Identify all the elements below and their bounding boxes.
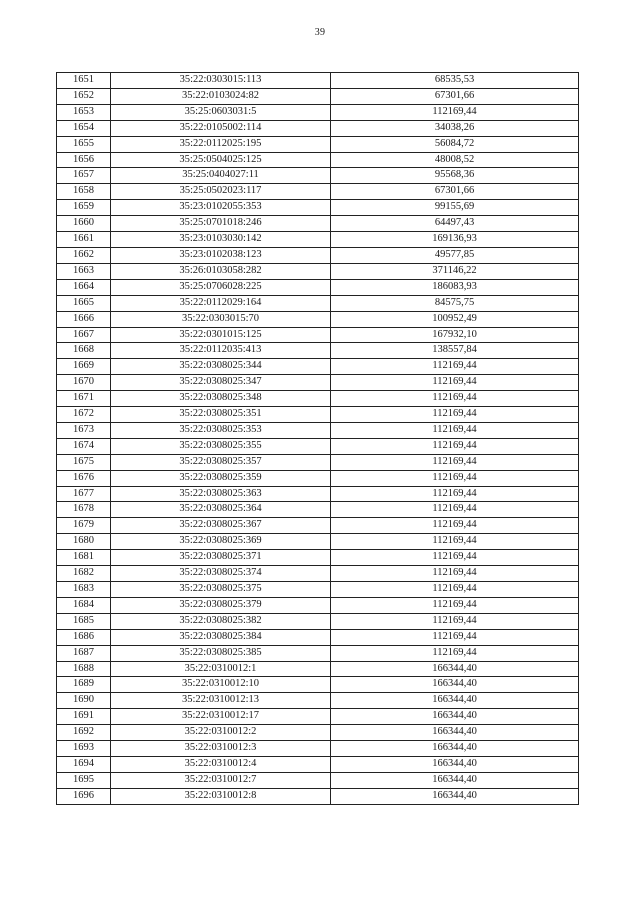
- cadastral-number-cell: 35:22:0112025:195: [111, 136, 331, 152]
- row-number-cell: 1681: [57, 550, 111, 566]
- value-cell: 112169,44: [331, 629, 579, 645]
- table-row: [57, 247, 579, 263]
- row-number-cell: 1661: [57, 232, 111, 248]
- value-cell: 112169,44: [331, 534, 579, 550]
- table-row: [57, 343, 579, 359]
- table-body: [57, 73, 579, 805]
- row-number-cell: 1666: [57, 311, 111, 327]
- cadastral-number-cell: 35:22:0308025:384: [111, 629, 331, 645]
- row-number-cell: 1658: [57, 184, 111, 200]
- value-cell: 112169,44: [331, 613, 579, 629]
- cadastral-number-cell: 35:22:0308025:353: [111, 422, 331, 438]
- value-cell: 112169,44: [331, 518, 579, 534]
- cadastral-number-cell: 35:25:0603031:5: [111, 104, 331, 120]
- row-number-cell: 1662: [57, 247, 111, 263]
- table-row: [57, 359, 579, 375]
- cadastral-number-cell: 35:22:0308025:364: [111, 502, 331, 518]
- cadastral-number-cell: 35:22:0310012:2: [111, 725, 331, 741]
- cadastral-number-cell: 35:22:0308025:344: [111, 359, 331, 375]
- table-row: [57, 470, 579, 486]
- row-number-cell: 1693: [57, 741, 111, 757]
- row-number-cell: 1675: [57, 454, 111, 470]
- row-number-cell: 1683: [57, 582, 111, 598]
- cadastral-number-cell: 35:23:0102038:123: [111, 247, 331, 263]
- table-row: [57, 454, 579, 470]
- value-cell: 112169,44: [331, 597, 579, 613]
- table-row: [57, 136, 579, 152]
- table-row: [57, 788, 579, 804]
- page-number: 39: [314, 27, 326, 38]
- value-cell: 166344,40: [331, 709, 579, 725]
- table-row: [57, 613, 579, 629]
- value-cell: 112169,44: [331, 104, 579, 120]
- row-number-cell: 1673: [57, 422, 111, 438]
- table-row: [57, 391, 579, 407]
- value-cell: 166344,40: [331, 693, 579, 709]
- value-cell: 67301,66: [331, 184, 579, 200]
- cadastral-number-cell: 35:25:0701018:246: [111, 216, 331, 232]
- value-cell: 112169,44: [331, 391, 579, 407]
- cadastral-number-cell: 35:22:0308025:382: [111, 613, 331, 629]
- table-row: [57, 597, 579, 613]
- cadastral-number-cell: 35:22:0308025:385: [111, 645, 331, 661]
- row-number-cell: 1656: [57, 152, 111, 168]
- row-number-cell: 1655: [57, 136, 111, 152]
- cadastral-number-cell: 35:22:0310012:17: [111, 709, 331, 725]
- value-cell: 84575,75: [331, 295, 579, 311]
- cadastral-number-cell: 35:22:0308025:374: [111, 566, 331, 582]
- row-number-cell: 1672: [57, 407, 111, 423]
- table-row: [57, 422, 579, 438]
- row-number-cell: 1694: [57, 756, 111, 772]
- table-row: [57, 582, 579, 598]
- table-row: [57, 279, 579, 295]
- table-row: [57, 73, 579, 89]
- row-number-cell: 1690: [57, 693, 111, 709]
- row-number-cell: 1668: [57, 343, 111, 359]
- value-cell: 166344,40: [331, 772, 579, 788]
- value-cell: 167932,10: [331, 327, 579, 343]
- row-number-cell: 1667: [57, 327, 111, 343]
- table-row: [57, 741, 579, 757]
- row-number-cell: 1684: [57, 597, 111, 613]
- cadastral-number-cell: 35:26:0103058:282: [111, 263, 331, 279]
- row-number-cell: 1671: [57, 391, 111, 407]
- table-row: [57, 120, 579, 136]
- cadastral-number-cell: 35:22:0112035:413: [111, 343, 331, 359]
- table-row: [57, 693, 579, 709]
- table-row: [57, 88, 579, 104]
- table-row: [57, 375, 579, 391]
- table-row: [57, 263, 579, 279]
- cadastral-number-cell: 35:25:0502023:117: [111, 184, 331, 200]
- cadastral-number-cell: 35:22:0301015:125: [111, 327, 331, 343]
- table-row: [57, 311, 579, 327]
- value-cell: 112169,44: [331, 502, 579, 518]
- value-cell: 138557,84: [331, 343, 579, 359]
- table-row: [57, 200, 579, 216]
- cadastral-number-cell: 35:22:0308025:357: [111, 454, 331, 470]
- value-cell: 99155,69: [331, 200, 579, 216]
- value-cell: 371146,22: [331, 263, 579, 279]
- row-number-cell: 1659: [57, 200, 111, 216]
- value-cell: 112169,44: [331, 566, 579, 582]
- cadastral-number-cell: 35:22:0303015:113: [111, 73, 331, 89]
- cadastral-number-cell: 35:22:0310012:1: [111, 661, 331, 677]
- row-number-cell: 1685: [57, 613, 111, 629]
- row-number-cell: 1670: [57, 375, 111, 391]
- row-number-cell: 1695: [57, 772, 111, 788]
- value-cell: 112169,44: [331, 407, 579, 423]
- row-number-cell: 1680: [57, 534, 111, 550]
- row-number-cell: 1652: [57, 88, 111, 104]
- value-cell: 34038,26: [331, 120, 579, 136]
- row-number-cell: 1679: [57, 518, 111, 534]
- row-number-cell: 1686: [57, 629, 111, 645]
- row-number-cell: 1651: [57, 73, 111, 89]
- table-row: [57, 486, 579, 502]
- value-cell: 67301,66: [331, 88, 579, 104]
- row-number-cell: 1688: [57, 661, 111, 677]
- row-number-cell: 1657: [57, 168, 111, 184]
- cadastral-number-cell: 35:22:0310012:3: [111, 741, 331, 757]
- row-number-cell: 1674: [57, 438, 111, 454]
- value-cell: 166344,40: [331, 725, 579, 741]
- table-row: [57, 629, 579, 645]
- value-cell: 166344,40: [331, 741, 579, 757]
- cadastral-number-cell: 35:22:0308025:369: [111, 534, 331, 550]
- table-row: [57, 661, 579, 677]
- row-number-cell: 1653: [57, 104, 111, 120]
- row-number-cell: 1691: [57, 709, 111, 725]
- cadastral-number-cell: 35:22:0308025:359: [111, 470, 331, 486]
- cadastral-number-cell: 35:22:0105002:114: [111, 120, 331, 136]
- table-row: [57, 645, 579, 661]
- row-number-cell: 1682: [57, 566, 111, 582]
- value-cell: 112169,44: [331, 582, 579, 598]
- cadastral-number-cell: 35:22:0308025:347: [111, 375, 331, 391]
- table-row: [57, 534, 579, 550]
- table-row: [57, 152, 579, 168]
- value-cell: 48008,52: [331, 152, 579, 168]
- value-cell: 112169,44: [331, 438, 579, 454]
- value-cell: 68535,53: [331, 73, 579, 89]
- table-row: [57, 295, 579, 311]
- cadastral-number-cell: 35:22:0310012:8: [111, 788, 331, 804]
- cadastral-number-cell: 35:25:0404027:11: [111, 168, 331, 184]
- cadastral-number-cell: 35:22:0112029:164: [111, 295, 331, 311]
- row-number-cell: 1677: [57, 486, 111, 502]
- value-cell: 112169,44: [331, 486, 579, 502]
- cadastral-number-cell: 35:22:0308025:351: [111, 407, 331, 423]
- table-row: [57, 772, 579, 788]
- row-number-cell: 1678: [57, 502, 111, 518]
- row-number-cell: 1689: [57, 677, 111, 693]
- value-cell: 112169,44: [331, 645, 579, 661]
- value-cell: 112169,44: [331, 470, 579, 486]
- cadastral-number-cell: 35:22:0308025:367: [111, 518, 331, 534]
- row-number-cell: 1660: [57, 216, 111, 232]
- cadastral-number-cell: 35:22:0308025:375: [111, 582, 331, 598]
- value-cell: 166344,40: [331, 788, 579, 804]
- value-cell: 166344,40: [331, 756, 579, 772]
- row-number-cell: 1676: [57, 470, 111, 486]
- table-row: [57, 232, 579, 248]
- value-cell: 49577,85: [331, 247, 579, 263]
- table-row: [57, 104, 579, 120]
- table-row: [57, 216, 579, 232]
- table-row: [57, 725, 579, 741]
- value-cell: 95568,36: [331, 168, 579, 184]
- cadastral-number-cell: 35:25:0504025:125: [111, 152, 331, 168]
- cadastral-number-cell: 35:22:0310012:10: [111, 677, 331, 693]
- cadastral-number-cell: 35:22:0303015:70: [111, 311, 331, 327]
- table-row: [57, 184, 579, 200]
- cadastral-value-table: [56, 72, 579, 805]
- cadastral-number-cell: 35:22:0310012:13: [111, 693, 331, 709]
- value-cell: 166344,40: [331, 677, 579, 693]
- table-row: [57, 407, 579, 423]
- row-number-cell: 1664: [57, 279, 111, 295]
- cadastral-number-cell: 35:22:0308025:355: [111, 438, 331, 454]
- value-cell: 112169,44: [331, 550, 579, 566]
- row-number-cell: 1696: [57, 788, 111, 804]
- value-cell: 169136,93: [331, 232, 579, 248]
- cadastral-number-cell: 35:22:0308025:379: [111, 597, 331, 613]
- table-row: [57, 438, 579, 454]
- cadastral-number-cell: 35:22:0310012:4: [111, 756, 331, 772]
- value-cell: 100952,49: [331, 311, 579, 327]
- row-number-cell: 1687: [57, 645, 111, 661]
- row-number-cell: 1654: [57, 120, 111, 136]
- table-row: [57, 566, 579, 582]
- table-row: [57, 327, 579, 343]
- value-cell: 64497,43: [331, 216, 579, 232]
- cadastral-number-cell: 35:25:0706028:225: [111, 279, 331, 295]
- value-cell: 186083,93: [331, 279, 579, 295]
- value-cell: 112169,44: [331, 454, 579, 470]
- table-row: [57, 677, 579, 693]
- cadastral-number-cell: 35:23:0102055:353: [111, 200, 331, 216]
- table-row: [57, 502, 579, 518]
- row-number-cell: 1663: [57, 263, 111, 279]
- cadastral-number-cell: 35:22:0308025:363: [111, 486, 331, 502]
- table-row: [57, 518, 579, 534]
- row-number-cell: 1669: [57, 359, 111, 375]
- value-cell: 112169,44: [331, 375, 579, 391]
- cadastral-number-cell: 35:22:0308025:348: [111, 391, 331, 407]
- cadastral-number-cell: 35:22:0310012:7: [111, 772, 331, 788]
- row-number-cell: 1692: [57, 725, 111, 741]
- table-row: [57, 168, 579, 184]
- value-cell: 112169,44: [331, 422, 579, 438]
- cadastral-number-cell: 35:22:0103024:82: [111, 88, 331, 104]
- table-row: [57, 550, 579, 566]
- table-row: [57, 756, 579, 772]
- table-row: [57, 709, 579, 725]
- value-cell: 166344,40: [331, 661, 579, 677]
- cadastral-number-cell: 35:23:0103030:142: [111, 232, 331, 248]
- row-number-cell: 1665: [57, 295, 111, 311]
- value-cell: 112169,44: [331, 359, 579, 375]
- cadastral-number-cell: 35:22:0308025:371: [111, 550, 331, 566]
- value-cell: 56084,72: [331, 136, 579, 152]
